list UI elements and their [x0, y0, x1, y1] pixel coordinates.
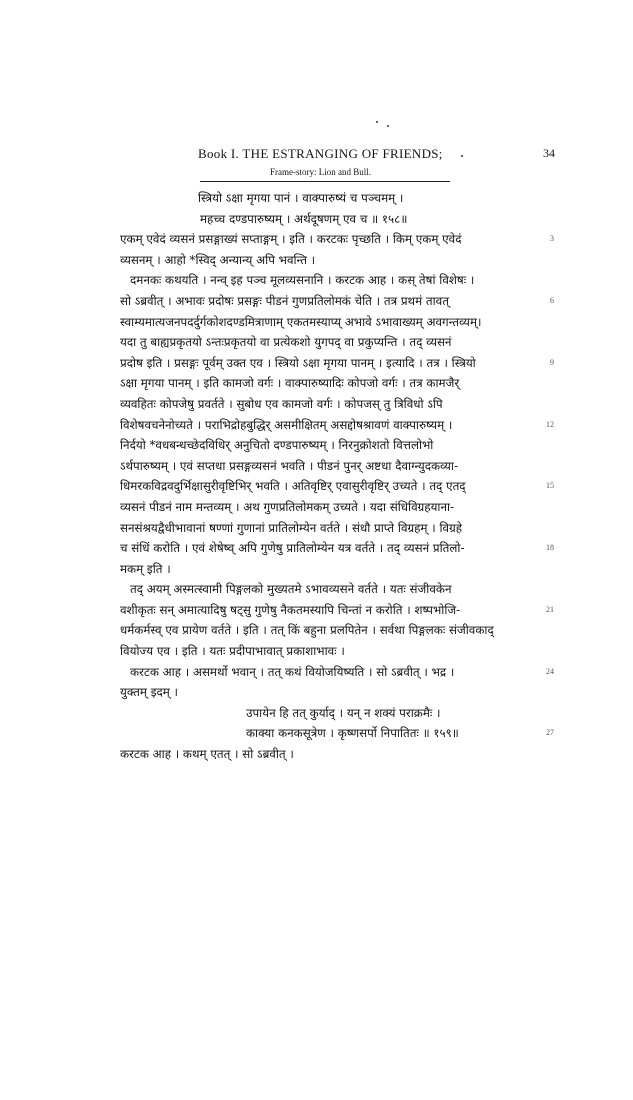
text-line: वियोज्य एव । इति । यतः प्रदीपाभावात् प्रकाशाभावः । — [120, 644, 345, 659]
text-line: वशीकृतः सन् अमात्यादिषु षट्सु गुणेषु नैकतमस्यापि चिन्तां न करोति । शष्पभोजि- 21 — [120, 600, 542, 621]
text-line: ऽर्थपारुष्यम् । एवं सप्तधा प्रसङ्गव्यसनं भवति । पीडनं पुनर् अष्टधा दैवाग्न्युदकव्या- — [120, 458, 458, 473]
line-number: 9 — [550, 357, 554, 367]
text-line: निर्दयो *वधबन्धच्छेदविधिर् अनुचितो दण्डपारुष्यम् । निरनुक्रोशतो वित्तलोभो — [120, 438, 434, 453]
text-line: दमनकः कथयति । नन्व् इह पञ्च मूलव्यसनानि । करटक आह । कस् तेषां विशेषः । — [130, 273, 475, 288]
print-speck — [387, 125, 389, 127]
line-number: 27 — [546, 728, 554, 738]
text-line: स्त्रियो ऽक्षा मृगया पानं । वाक्पारुष्यं च पञ्चमम् । — [198, 191, 404, 205]
text-line: धिमरकविद्रवदुर्भिक्षासुरीवृष्टिभिर् भवति । अतिवृष्टिर् एवासुरीवृष्टिर् उच्यते । तद् एतद् 15 — [120, 476, 542, 497]
text-line: काक्या कनकसूत्रेण । कृष्णसर्पो निपातितः ॥ १५९॥ 27 — [120, 723, 542, 744]
print-speck — [376, 121, 378, 123]
text-line: यदा तु बाह्यप्रकृतयो ऽन्तःप्रकृतयो वा प्रत्येकशो युगपद् वा प्रकुप्यन्ति । तद् व्यसनं — [120, 335, 452, 350]
text-line: मकम् इति । — [120, 561, 171, 576]
text-line: महच्च दण्डपारुष्यम् । अर्थदूषणम् एव च ॥ १५८॥ — [200, 211, 408, 226]
text-line: करटक आह । कथम् एतत् । सो ऽब्रवीत् । — [120, 747, 294, 762]
text-line: तद् अयम् अस्मत्स्वामी पिङ्गलको मुख्यतमे ऽभावव्यसने वर्तते । यतः संजीवकेन — [130, 582, 452, 597]
frame-story-subhead: Frame-story: Lion and Bull. — [270, 167, 371, 177]
line-number: 21 — [546, 604, 554, 614]
text-line: व्यसनं पीडनं नाम मन्तव्यम् । अथ गुणप्रतिलोमकम् उच्यते । यदा संधिविग्रहयाना- — [120, 499, 455, 514]
text-line: एकम् एवेदं व्यसनं प्रसङ्गाख्यं सप्ताङ्गम् । इति । करटकः पृच्छति । किम् एकम् एवेदं 3 — [120, 229, 542, 250]
text-line: च संधिं करोति । एवं शेषेष्व् अपि गुणेषु प्रातिलोम्येन यत्र वर्तते । तद् व्यसनं प्रतिलो- 18 — [120, 538, 542, 559]
line-number: 24 — [546, 666, 554, 676]
text-line: युक्तम् इदम् । — [120, 685, 179, 700]
text-line: विशेषवचनेनोच्यते । पराभिद्रोहबुद्धिर् असमीक्षितम् असद्दोषश्रावणं वाक्पारुष्यम् । 12 — [120, 415, 542, 436]
header-rule — [200, 181, 450, 182]
text-line: सो ऽब्रवीत् । अभावः प्रदोषः प्रसङ्गः पीडनं गुणप्रतिलोमकं चेति । तत्र प्रथमं तावत् 6 — [120, 291, 542, 312]
text-line: स्वाम्यमात्यजनपदर्दुर्गकोशदण्डमित्राणाम् एकतमस्याप्य् अभावे ऽभावाख्यम् अवगन्तव्यम्। — [120, 314, 482, 329]
text-line: व्यवहितः कोपजेषु प्रवर्तते । सुबोध एव कामजो वर्गः । कोपजस् तु त्रिविधो ऽपि — [120, 396, 443, 411]
line-number: 15 — [546, 481, 554, 491]
text-line: ऽक्षा मृगया पानम् । इति कामजो वर्गः । वाक्पारुष्यादिः कोपजो वर्गः । तत्र कामजैर् — [120, 376, 460, 391]
text-line: धर्मकर्मस्व् एव प्रायेण वर्तते । इति । तत् किं बहुना प्रलपितेन । सर्वथा पिङ्गलकः संजीवकाद् — [120, 623, 494, 638]
text-line: प्रदोष इति । प्रसङ्गः पूर्वम् उक्त एव । स्त्रियो ऽक्षा मृगया पानम् । इत्यादि । तत्र । स्त्रियो 9 — [120, 353, 542, 374]
line-number: 6 — [550, 295, 554, 305]
line-number: 12 — [546, 419, 554, 429]
text-line: व्यसनम् । आहो *स्विद् अन्यान्य् अपि भवन्ति । — [120, 252, 316, 267]
line-number: 3 — [550, 234, 554, 244]
text-line: सनसंश्रयद्वैधीभावानां षण्णां गुणानां प्रातिलोम्येन वर्तते । संधौ प्राप्ते विग्रहम् । विग्रहे — [120, 520, 462, 535]
running-head: Book I. THE ESTRANGING OF FRIENDS; — [198, 146, 443, 161]
text-line: उपायेन हि तत् कुर्याद् । यन् न शक्यं पराक्रमैः । — [246, 705, 441, 720]
page-number: 34 — [543, 146, 555, 160]
sanskrit-text-body — [120, 188, 554, 765]
text-line: करटक आह । असमर्थो भवान् । तत् कथं वियोजयिष्यति । सो ऽब्रवीत् । भद्र । 24 — [120, 662, 542, 683]
line-number: 18 — [546, 543, 554, 553]
